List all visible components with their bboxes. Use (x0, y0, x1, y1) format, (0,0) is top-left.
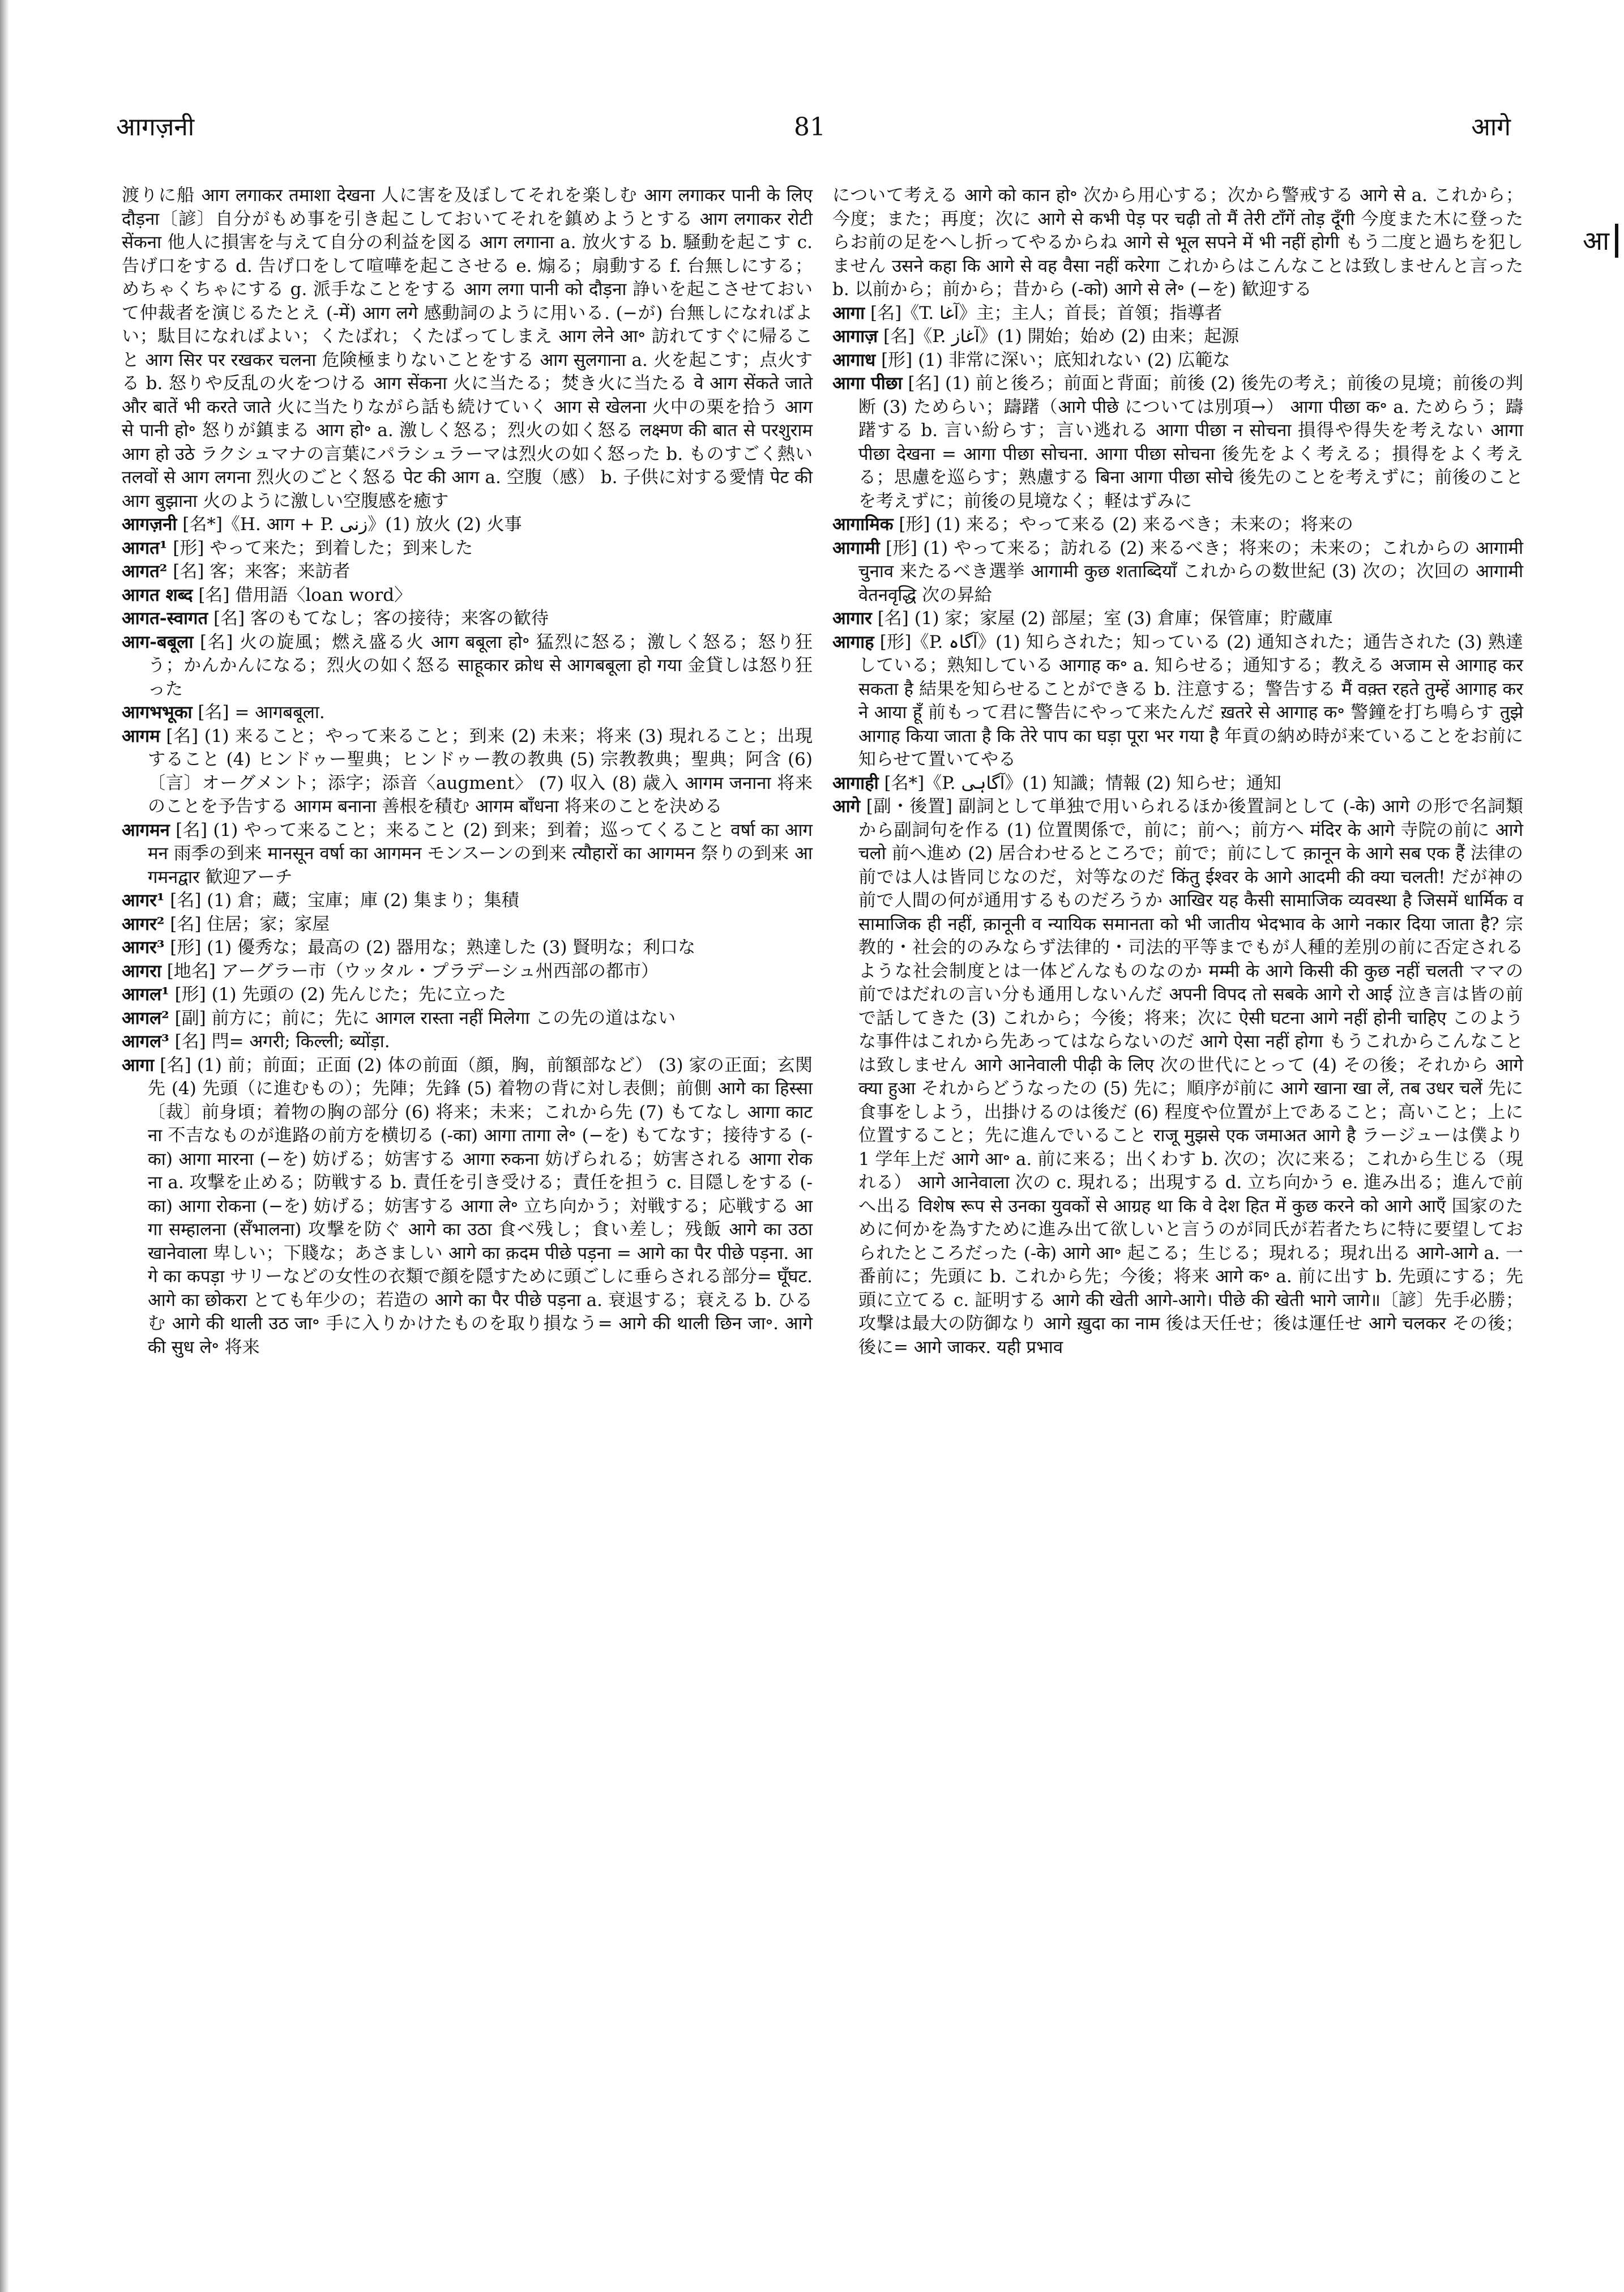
dictionary-entry: आगल³ [名] 閂= अगरी; किल्ली; ब्योंड़ा. (122, 1031, 390, 1052)
dictionary-entry: आगर² [名] 住居；家；家屋 (122, 914, 330, 934)
left-column (122, 184, 813, 1359)
dictionary-entry: आग-बबूला [名] 火の旋風；燃え盛る火 आग बबूला हो॰ 猛烈に怒る；激しく怒る；怒り狂う；かんかんになる；烈火の如く怒る साहूकार क्रोध से आगबबूला हो गया 金貸しは怒り狂った (122, 631, 813, 699)
dictionary-entry: आगल¹ [形] (1) 先頭の (2) 先んじた；先に立った (122, 984, 507, 1005)
dictionary-entry: आगर³ [形] (1) 優秀な；最高の (2) 器用な；熟達した (3) 賢明な；利口な (122, 937, 696, 958)
dictionary-entry: आगरा [地名] アーグラー市（ウッタル・プラデーシュ州西部の都市） (122, 961, 659, 981)
dictionary-entry: आगाध [形] (1) 非常に深い；底知れない (2) 広範な (832, 349, 1230, 370)
dictionary-entry: आगा पीछा [名] (1) 前と後ろ；前面と背面；前後 (2) 後先の考え；前後の見境；前後の判断 (3) ためらい；躊躇（आगे पीछे については別項→） आगा पीछा क॰ a. ためらう；躊躇する b. 言い紛らす；言い逃れる आगा पीछा न सोचना 損得や得失を考えない आगा पीछा देखना = आगा पीछा सोचना. आगा पीछा सोचना 後先をよく考える；損得をよく考える；思慮を巡らす；熟慮する बिना आगा पीछा सोचे 後先のことを考えずに；前後のことを考えずに；前後の見境なく；軽はずみに (832, 373, 1524, 511)
dictionary-entry: आगाही [名*]《P. آگاہی》(1) 知識；情報 (2) 知らせ；通知 (832, 772, 1281, 793)
dictionary-entry: आगम [名] (1) 来ること；やって来ること；到来 (2) 未来；将来 (3) 現れること；出現すること (4) ヒンドゥー聖典；ヒンドゥー教の教典 (5) 宗教教典；聖典；阿含 (6)〔言〕オーグメント；添字；添音〈augment〉 (7) 収入 (8) 歳入 आगम जनाना 将来のことを予告する आगम बनाना 善根を積む आगम बाँधना 将来のことを決める (122, 725, 813, 817)
dictionary-entry: आगल² [副] 前方に；前に；先に आगल रास्ता नहीं मिलेगा この先の道はない (122, 1008, 676, 1028)
dictionary-entry: आगार [名] (1) 家；家屋 (2) 部屋；室 (3) 倉庫；保管庫；貯蔵庫 (832, 608, 1333, 629)
dictionary-entry: आगत² [名] 客；来客；来訪者 (122, 561, 351, 582)
dictionary-entry: आगत-स्वागत [名] 客のもてなし；客の接待；来客の歓待 (122, 608, 549, 629)
dictionary-entry: आगभभूका [名] = आगबबूला. (122, 702, 325, 723)
header-first-headword: आगज़नी (116, 113, 195, 142)
dictionary-entry: आगामी [形] (1) やって来る；訪れる (2) 来るべき；将来の；未来の；これからの आगामी चुनाव 来たるべき選挙 आगामी कुछ शताब्दियाँ これからの数世紀 (3) 次の；次回の आगामी वेतनवृद्धि 次の昇給 (832, 537, 1523, 605)
dictionary-entry: について考える आगे को कान हो॰ 次から用心する；次から警戒する आगे से a. これから；今度；また；再度；次に आगे से कभी पेड़ पर चढ़ी तो मैं तेरी टाँगें तोड़ दूँगी 今度また木に登ったらお前の足をへし折ってやるからね आगे से भूल सपने में भी नहीं होगी もう二度と過ちを犯しません उसने कहा कि आगे से वह वैसा नहीं करेगा これからはこんなことは致しませんと言った b. 以前から；前から；昔から (-को) आगे से ले॰ (−を) 歓迎する (832, 185, 1523, 300)
thumb-index-tab: आ (1583, 224, 1618, 258)
dictionary-entry: आगा [名]《T. آغا》主；主人；首長；首領；指導者 (832, 302, 1223, 323)
dictionary-entry: आगामिक [形] (1) 来る；やって来る (2) 来るべき；未来の；将来の (832, 514, 1353, 535)
right-column (832, 184, 1523, 1359)
dictionary-entry: आगाह [形]《P. آگاہ》(1) 知らされた；知っている (2) 通知された；通告された (3) 熟達している；熟知している आगाह क॰ a. 知らせる；通知する；教える अजाम से आगाह कर सकता है 結果を知らせることができる b. 注意する；警告する मैं वक़्त रहते तुम्हें आगाह करने आया हूँ 前もって君に警告にやって来たんだ ख़तरे से आगाह क॰ 警鐘を打ち鳴らす तुझे आगाह किया जाता है कि तेरे पाप का घड़ा पूरा भर गया है 年貢の納め時が来ていることをお前に知らせて置いてやる (832, 631, 1524, 770)
dictionary-entry: 渡りに船 आग लगाकर तमाशा देखना 人に害を及ぼしてそれを楽しむ आग लगाकर पानी के लिए दौड़ना〔諺〕自分がもめ事を引き起こしておいてそれを鎮めようとする आग लगाकर रोटी सेंकना 他人に損害を与えて自分の利益を図る आग लगाना a. 放火する b. 騒動を起こす c. 告げ口をする d. 告げ口をして喧嘩を起こさせる e. 煽る；扇動する f. 台無しにする；めちゃくちゃにする g. 派手なことをする आग लगा पानी को दौड़ना 諍いを起こさせておいて仲裁者を演じるたとえ (-में) आग लगे 感動詞のように用いる. (−が) 台無しになればよい；駄目になればよい；くたばれ；くたばってしまえ आग लेने आ॰ 訪れてすぐに帰ること आग सिर पर रखकर चलना 危険極まりないことをする आग सुलगाना a. 火を起こす；点火する b. 怒りや反乱の火をつける आग सेंकना 火に当たる；焚き火に当たる वे आग सेंकते जाते और बातें भी करते जाते 火に当たりながら話も続けていく आग से खेलना 火中の栗を拾う आग से पानी हो॰ 怒りが鎮まる आग हो॰ a. 激しく怒る；烈火の如く怒る लक्ष्मण की बात से परशुराम आग हो उठे ラクシュマナの言葉にパラシュラーマは烈火の如く怒った b. ものすごく熱い तलवों से आग लगना 烈火のごとく怒る पेट की आग a. 空腹（感） b. 子供に対する愛情 पेट की आग बुझाना 火のように激しい空腹感を癒す (122, 185, 813, 511)
dictionary-entry: आगत शब्द [名] 借用語〈loan word〉 (122, 584, 412, 605)
dictionary-entry: आगत¹ [形] やって来た；到着した；到来した (122, 537, 473, 558)
binding-edge (0, 0, 9, 2292)
dictionary-entry: आगाज़ [名]《P. آغاز》(1) 開始；始め (2) 由来；起源 (832, 326, 1240, 347)
header-last-headword: आगे (1471, 113, 1511, 142)
dictionary-entry: आगा [名] (1) 前；前面；正面 (2) 体の前面（顔，胸，前額部など） (3) 家の正面；玄関先 (4) 先頭（に進むもの）；先陣；先鋒 (5) 着物の背に対し表側；前側 आगे का हिस्सा〔裁〕前身頃；着物の胸の部分 (6) 将来；未来；これから先 (7) もてなし आगा काटना 不吉なものが進路の前方を横切る (-का) आगा तागा ले॰ (−を) もてなす；接待する (-का) आगा मारना (−を) 妨げる；妨害する आगा रुकना 妨げられる；妨害される आगा रोकना a. 攻撃を止める；防戦する b. 責任を引き受ける；責任を担う c. 目隠しをする (-का) आगा रोकना (−を) 妨げる；妨害する आगा ले॰ 立ち向かう；対戦する；応戦する आगा सम्हालना (सँभालना) 攻撃を防ぐ आगे का उठा 食べ残し；食い差し；残飯 आगे का उठा खानेवाला 卑しい；下賤な；あさましい आगे का क़दम पीछे पड़ना = आगे का पैर पीछे पड़ना. आगे का कपड़ा サリーなどの女性の衣類で顔を隠すために頭ごしに垂らされる部分= घूँघट. आगे का छोकरा とても年少の；若造の आगे का पैर पीछे पड़ना a. 衰退する；衰える b. ひるむ आगे की थाली उठ जा॰ 手に入りかけたものを取り損なう= आगे की थाली छिन जा॰. आगे की सुध ले॰ 将来 (122, 1055, 813, 1358)
dictionary-entry: आगज़नी [名*]《H. आग + P. زنی》(1) 放火 (2) 火事 (122, 514, 522, 535)
dictionary-entry: आगर¹ [名] (1) 倉；蔵；宝庫；庫 (2) 集まり；集積 (122, 890, 519, 911)
dictionary-entry: आगमन [名] (1) やって来ること；来ること (2) 到来；到着；巡ってくること वर्षा का आगमन 雨季の到来 मानसून वर्षा का आगमन モンスーンの到来 त्यौहारों का आगमन 祭りの到来 आगमनद्वार 歓迎アーチ (122, 820, 813, 887)
dictionary-entry: आगे [副・後置] 副詞として単独で用いられるほか後置詞として (-के) आगे の形で名詞類から副詞句を作る (1) 位置関係で，前に；前へ；前方へ मंदिर के आगे 寺院の前に आगे चलो 前へ進め (2) 居合わせるところで；前で；前にして क़ानून के आगे सब एक हैं 法律の前では人は皆同じなのだ，対等なのだ किंतु ईश्वर के आगे आदमी की क्या चलती! だが神の前で人間の何が通用するものだろうか आखिर यह कैसी सामाजिक व्यवस्था है जिसमें धार्मिक व सामाजिक ही नहीं, क़ानूनी व न्यायिक समानता को भी जातीय भेदभाव के आगे नकार दिया जाता है? 宗教的・社会的のみならず法律的・司法的平等までもが人種的差別の前に否定されるような社会制度とは一体どんなものなのか मम्मी के आगे किसी की कुछ नहीं चलती ママの前ではだれの言い分も通用しないんだ अपनी विपद तो सबके आगे रो आई 泣き言は皆の前で話してきた (3) これから；今後；将来；次に ऐसी घटना आगे नहीं होनी चाहिए このような事件はこれから先あってはならないのだ आगे ऐसा नहीं होगा もうこれからこんなことは致しません आगे आनेवाली पीढ़ी के लिए 次の世代にとって (4) その後；それから आगे क्या हुआ それからどうなったの (5) 先に；順序が前に आगे खाना खा लें, तब उधर चलें 先に食事をしよう，出掛けるのは後だ (6) 程度や位置が上であること；高いこと；上に位置すること；先に進んでいること राजू मुझसे एक जमाअत आगे है ラージューは僕より 1 学年上だ आगे आ॰ a. 前に来る；出くわす b. 次の；次に来る；これから生じる（現れる） आगे आनेवाला 次の c. 現れる；出現する d. 立ち向かう e. 進み出る；進んで前へ出る विशेष रूप से उनका युवकों से आग्रह था कि वे देश हित में कुछ करने को आगे आएँ 国家のために何かを為すために進み出て欲しいと言うのが同氏が若者たちに特に要望しておられたところだった (-के) आगे आ॰ 起こる；生じる；現れる；現れ出る आगे-आगे a. 一番前に；先頭に b. これから先；今後；将来 आगे क॰ a. 前に出す b. 先頭にする；先頭に立てる c. 証明する आगे की खेती आगे-आगे। पीछे की खेती भागे जागे॥〔諺〕先手必勝；攻撃は最大の防御なり आगे ख़ुदा का नाम 後は天任せ；後は運任せ आगे चलकर その後；後に= आगे जाकर. यही प्रभाव (832, 796, 1523, 1358)
page-number: 81 (794, 113, 826, 142)
